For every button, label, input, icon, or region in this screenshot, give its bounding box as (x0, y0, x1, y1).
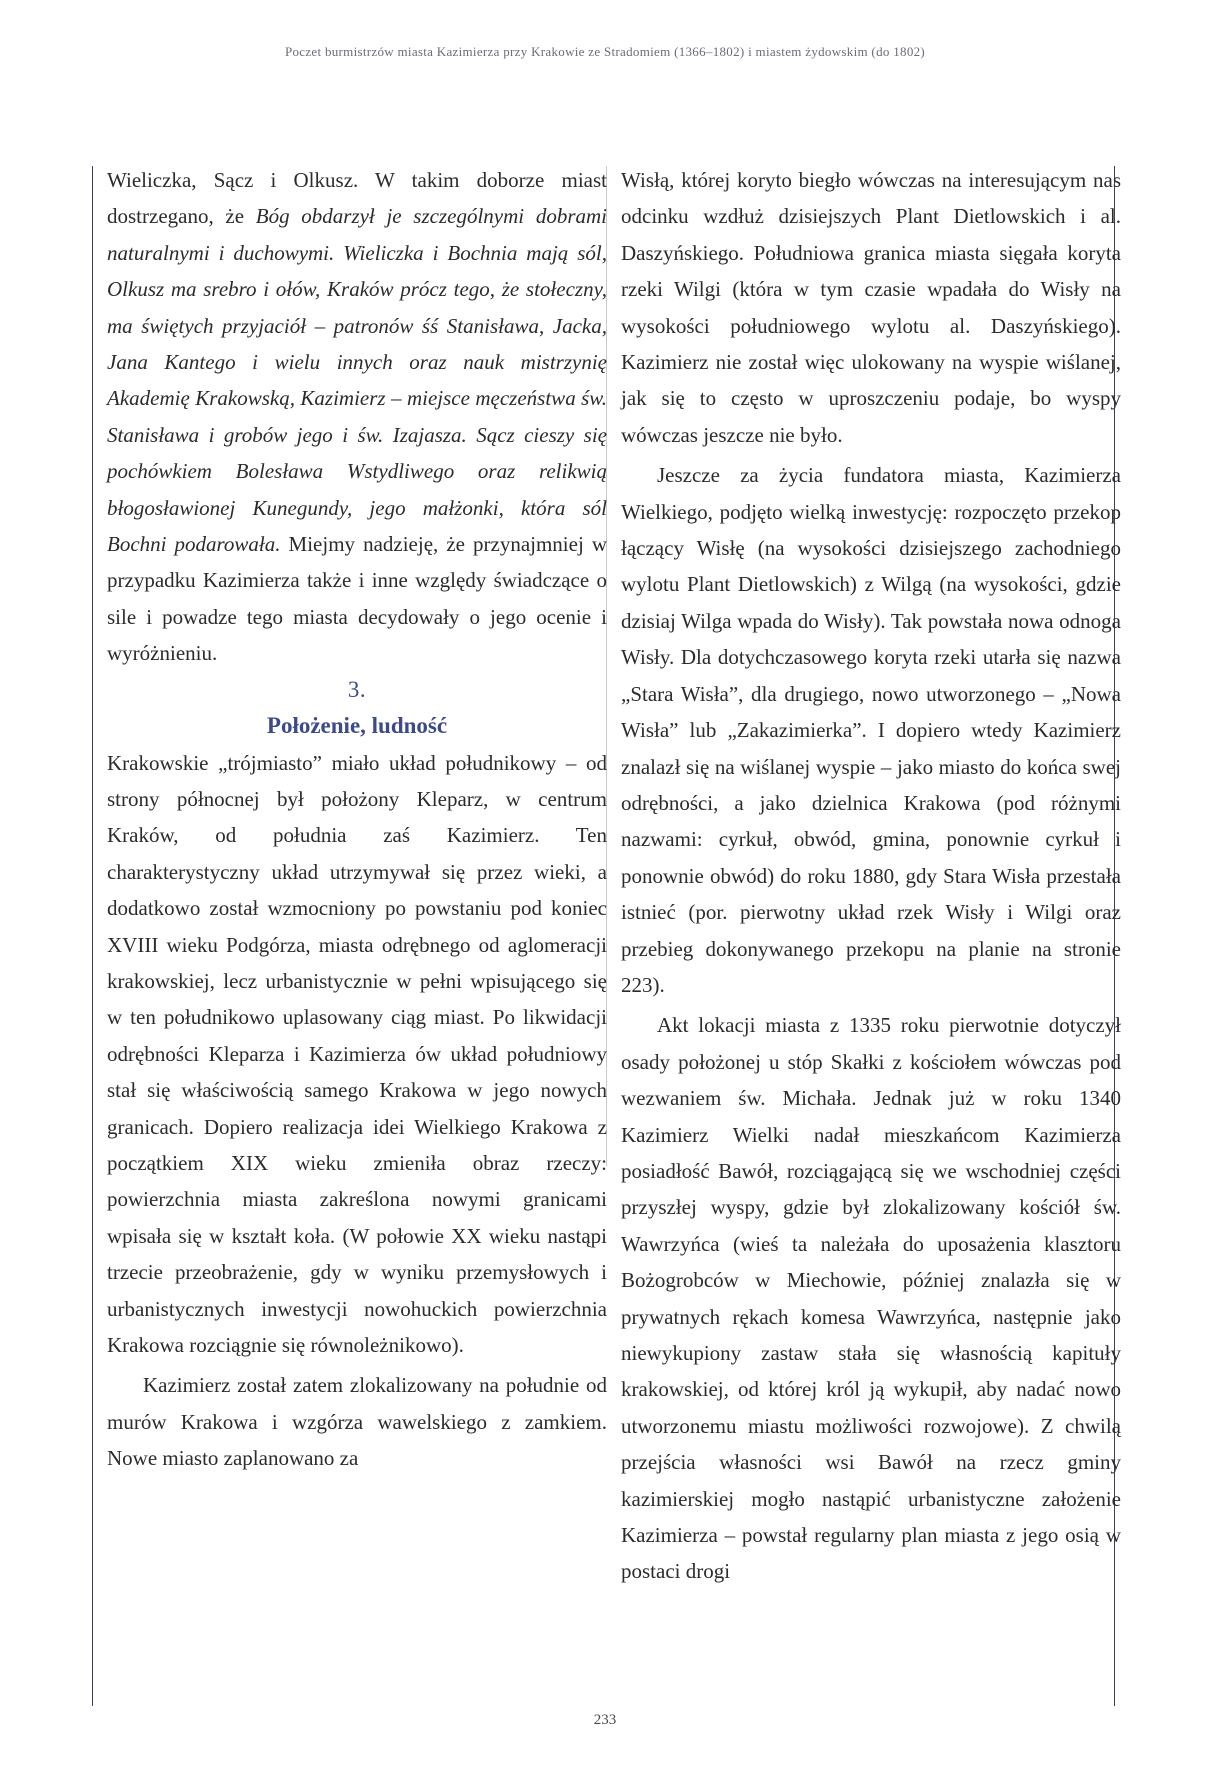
right-paragraph-1: Wisłą, której koryto biegło wówczas na interesującym nas odcinku wzdłuż dzisiejszych Plant Dietlowskich i al. Daszyńskiego. Południowa granica miasta sięgała koryta rzeki Wilgi (która w tym czasie wpadała do Wisły na wysokości południowego wylotu al. Daszyńskiego). Kazimierz nie został więc ulokowany na wyspie wiślanej, jak się to często w uproszczeniu podaje, bo wyspy wówczas jeszcze nie było. (621, 168, 1121, 447)
section-title: Położenie, ludność (266, 713, 448, 739)
left-paragraph-2: Krakowskie „trójmiasto” miało układ południkowy – od strony północnej był położony Kleparz, w centrum Kraków, od południa zaś Kazimierz. Ten charakterystyczny układ utrzymywał się przez wieki, a dodatkowo został wzmocniony po powstaniu pod koniec XVIII wieku Podgórza, miasta odrębnego od aglomeracji krakowskiej, lecz urbanistycznie w pełni wpisującego się w ten południkowo uplasowany ciąg miast. Po likwidacji odrębności Kleparza i Kazimierza ów układ południowy stał się właściwością samego Krakowa w jego nowych granicach. Dopiero realizacja idei Wielkiego Krakowa z początkiem XIX wieku zmieniła obraz rzeczy: powierzchnia miasta zakreślona nowymi granicami wpisała się w kształt koła. (W połowie XX wieku nastąpi trzecie przeobrażenie, gdy w wyniku przemysłowych i urbanistycznych inwestycji nowohuckich powierzchnia Krakowa rozciągnie się równoleżnikowo). (107, 750, 607, 1357)
left-p1-italic-quote: Bóg obdarzył je szczególnymi dobrami naturalnymi i duchowymi. Wieliczka i Bochnia mają sól, Olkusz ma srebro i ołów, Kraków prócz tego, że stołeczny, ma świętych przyjaciół – patronów śś Stanisława, Jacka, Jana Kantego i wielu innych oraz nauk mistrzynię Akademię Krakowską, Kazimierz – miejsce męczeństwa św. Stanisława i grobów jego i św. Izajasza. Sącz cieszy się pochówkiem Bolesława Wstydliwego oraz relikwią błogosławionej Kunegundy, jego małżonki, która sól Bochni podarowała. (107, 204, 607, 557)
right-paragraph-2: Jeszcze za życia fundatora miasta, Kazimierza Wielkiego, podjęto wielką inwestycję: rozpoczęto przekop łączący Wisłę (na wysokości dzisiejszego zachodniego wylotu Plant Dietlowskich) z Wilgą (na wysokości, gdzie dzisiaj Wilga wpada do Wisły). Tak powstała nowa odnoga Wisły. Dla dotychczasowego koryta rzeki utarła się nazwa „Stara Wisła”, dla drugiego, nowo utworzonego – „Nowa Wisła” lub „Zakazimierka”. I dopiero wtedy Kazimierz znalazł się na wiślanej wyspie – jako miasto do końca swej odrębności, a jako dzielnica Krakowa (pod różnymi nazwami: cyrkuł, obwód, gmina, ponownie cyrkuł i ponownie obwód) do roku 1880, gdy Stara Wisła przestała istnieć (por. pierwotny układ rzek Wisły i Wilgi oraz przebieg dokonywanego przekopu na planie na stronie 223). (621, 463, 1121, 997)
running-head: Poczet burmistrzów miasta Kazimierza przy Krakowie ze Stradomiem (1366–1802) i miastem żydowskim (do 1802) (284, 44, 926, 59)
right-paragraph-3: Akt lokacji miasta z 1335 roku pierwotnie dotyczył osady położonej u stóp Skałki z kościołem wówczas pod wezwaniem św. Michała. Jednak już w roku 1340 Kazimierz Wielki nadał mieszkańcom Kazimierza posiadłość Bawół, rozciągającą się we wschodniej części przyszłej wyspy, gdzie był zlokalizowany kościół św. Wawrzyńca (wieś ta należała do uposażenia klasztoru Bożogrobców w Miechowie, później znalazła się w prywatnych rękach komesa Wawrzyńca, następnie jako niewykupiony zastaw stała się własnością kapituły krakowskiej, od której król ją wykupił, aby nadać nowo utworzonemu miastu możliwości rozwojowe). Z chwilą przejścia własności wsi Bawół na rzecz gminy kazimierskiej mogło nastąpić urbanistyczne założenie Kazimierza – powstał regularny plan miasta z jego osią w postaci drogi (621, 1013, 1121, 1584)
left-p1-start: Wieliczka, Sącz i Olkusz. W takim doborze miast dostrzegano, że (107, 168, 607, 229)
left-p1-end: Miejmy nadzieję, że przynajmniej w przypadku Kazimierza także i inne względy świadczące o sile i powadze tego miasta decydowały o jego ocenie i wyróżnieniu. (107, 532, 607, 666)
section-number: 3. (347, 676, 367, 702)
left-paragraph-1 (107, 162, 607, 672)
page-number: 233 (593, 1712, 617, 1728)
left-margin-rule (92, 166, 93, 1706)
left-paragraph-3: Kazimierz został zatem zlokalizowany na południe od murów Krakowa i wzgórza wawelskiego z zamkiem. Nowe miasto zaplanowano za (107, 1373, 607, 1471)
left-column (107, 162, 607, 1477)
right-column (621, 162, 1121, 1590)
